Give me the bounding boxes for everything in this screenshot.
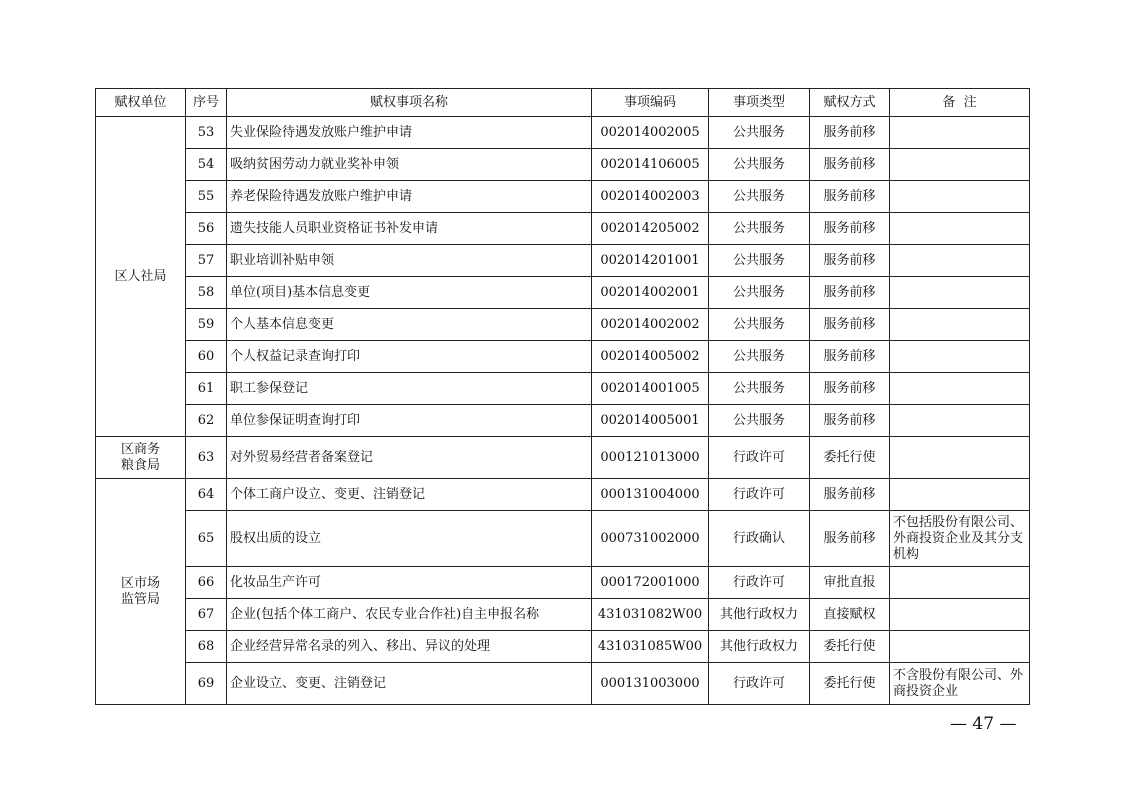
note-cell [890,405,1030,437]
table-row [96,181,1030,213]
seq-cell: 57 [186,245,227,277]
note-cell [890,245,1030,277]
table-row [96,567,1030,599]
type-cell: 其他行政权力 [709,599,810,631]
name-cell: 遗失技能人员职业资格证书补发申请 [227,213,592,245]
mode-cell: 服务前移 [810,213,890,245]
note-cell [890,341,1030,373]
code-cell: 002014002003 [592,181,709,213]
header-unit: 赋权单位 [96,89,186,117]
mode-cell: 服务前移 [810,117,890,149]
table-row [96,405,1030,437]
table-row [96,341,1030,373]
note-cell: 不包括股份有限公司、外商投资企业及其分支机构 [890,511,1030,567]
name-cell: 单位(项目)基本信息变更 [227,277,592,309]
type-cell: 公共服务 [709,245,810,277]
type-cell: 行政许可 [709,437,810,479]
code-cell: 002014005002 [592,341,709,373]
mode-cell: 服务前移 [810,181,890,213]
code-cell: 002014001005 [592,373,709,405]
code-cell: 000131004000 [592,479,709,511]
header-mode: 赋权方式 [810,89,890,117]
mode-cell: 服务前移 [810,341,890,373]
table-row [96,511,1030,567]
note-cell [890,373,1030,405]
name-cell: 养老保险待遇发放账户维护申请 [227,181,592,213]
note-cell [890,437,1030,479]
mode-cell: 委托行使 [810,663,890,705]
table-row [96,663,1030,705]
unit-cell-shichang [96,479,186,705]
unit-cell-renshe [96,117,186,437]
note-cell: 不含股份有限公司、外商投资企业 [890,663,1030,705]
note-cell [890,149,1030,181]
header-code: 事项编码 [592,89,709,117]
code-cell: 002014002001 [592,277,709,309]
name-cell: 职业培训补贴申领 [227,245,592,277]
name-cell: 个人权益记录查询打印 [227,341,592,373]
table-row [96,599,1030,631]
type-cell: 公共服务 [709,181,810,213]
type-cell: 公共服务 [709,117,810,149]
mode-cell: 直接赋权 [810,599,890,631]
name-cell: 对外贸易经营者备案登记 [227,437,592,479]
code-cell: 000121013000 [592,437,709,479]
seq-cell: 63 [186,437,227,479]
mode-cell: 服务前移 [810,245,890,277]
mode-cell: 委托行使 [810,437,890,479]
mode-cell: 服务前移 [810,373,890,405]
note-cell [890,117,1030,149]
type-cell: 公共服务 [709,213,810,245]
code-cell: 002014002002 [592,309,709,341]
table-row [96,309,1030,341]
seq-cell: 56 [186,213,227,245]
header-note: 备 注 [890,89,1030,117]
note-cell [890,181,1030,213]
mode-cell: 服务前移 [810,149,890,181]
unit-cell-shangwu [96,437,186,479]
mode-cell: 服务前移 [810,511,890,567]
table-row [96,117,1030,149]
authorization-table [95,88,1030,705]
mode-cell: 审批直报 [810,567,890,599]
type-cell: 公共服务 [709,341,810,373]
name-cell: 失业保险待遇发放账户维护申请 [227,117,592,149]
name-cell: 企业设立、变更、注销登记 [227,663,592,705]
header-type: 事项类型 [709,89,810,117]
name-cell: 企业经营异常名录的列入、移出、异议的处理 [227,631,592,663]
note-cell [890,213,1030,245]
type-cell: 行政许可 [709,663,810,705]
unit-label: 区人社局 [114,268,167,284]
mode-cell: 服务前移 [810,277,890,309]
table-row [96,479,1030,511]
name-cell: 化妆品生产许可 [227,567,592,599]
note-cell [890,599,1030,631]
note-cell [890,309,1030,341]
table-row [96,277,1030,309]
seq-cell: 69 [186,663,227,705]
type-cell: 公共服务 [709,149,810,181]
seq-cell: 55 [186,181,227,213]
type-cell: 公共服务 [709,309,810,341]
seq-cell: 53 [186,117,227,149]
table-row [96,631,1030,663]
seq-cell: 65 [186,511,227,567]
type-cell: 公共服务 [709,373,810,405]
seq-cell: 59 [186,309,227,341]
code-cell: 000172001000 [592,567,709,599]
seq-cell: 58 [186,277,227,309]
seq-cell: 67 [186,599,227,631]
unit-label: 监管局 [120,591,160,607]
mode-cell: 委托行使 [810,631,890,663]
code-cell: 002014005001 [592,405,709,437]
code-cell: 000131003000 [592,663,709,705]
name-cell: 个体工商户设立、变更、注销登记 [227,479,592,511]
code-cell: 002014205002 [592,213,709,245]
note-cell [890,277,1030,309]
table-row [96,213,1030,245]
header-seq: 序号 [186,89,227,117]
seq-cell: 62 [186,405,227,437]
code-cell: 000731002000 [592,511,709,567]
header-name: 赋权事项名称 [227,89,592,117]
code-cell: 431031082W00 [592,599,709,631]
mode-cell: 服务前移 [810,405,890,437]
header-row [96,89,1030,117]
type-cell: 行政许可 [709,567,810,599]
name-cell: 职工参保登记 [227,373,592,405]
unit-label: 粮食局 [120,457,160,473]
type-cell: 其他行政权力 [709,631,810,663]
name-cell: 企业(包括个体工商户、农民专业合作社)自主申报名称 [227,599,592,631]
name-cell: 个人基本信息变更 [227,309,592,341]
seq-cell: 68 [186,631,227,663]
name-cell: 股权出质的设立 [227,511,592,567]
code-cell: 002014106005 [592,149,709,181]
type-cell: 公共服务 [709,405,810,437]
unit-label: 区市场 [120,575,160,591]
seq-cell: 60 [186,341,227,373]
table-row [96,437,1030,479]
seq-cell: 66 [186,567,227,599]
table-row [96,245,1030,277]
note-cell [890,567,1030,599]
seq-cell: 64 [186,479,227,511]
type-cell: 行政许可 [709,479,810,511]
note-cell [890,631,1030,663]
seq-cell: 54 [186,149,227,181]
table-row [96,149,1030,181]
code-cell: 431031085W00 [592,631,709,663]
seq-cell: 61 [186,373,227,405]
type-cell: 公共服务 [709,277,810,309]
unit-label: 区商务 [120,441,160,457]
mode-cell: 服务前移 [810,479,890,511]
page-number: — 47 — [950,714,1017,734]
name-cell: 单位参保证明查询打印 [227,405,592,437]
type-cell: 行政确认 [709,511,810,567]
note-cell [890,479,1030,511]
name-cell: 吸纳贫困劳动力就业奖补申领 [227,149,592,181]
code-cell: 002014002005 [592,117,709,149]
mode-cell: 服务前移 [810,309,890,341]
table-row [96,373,1030,405]
code-cell: 002014201001 [592,245,709,277]
